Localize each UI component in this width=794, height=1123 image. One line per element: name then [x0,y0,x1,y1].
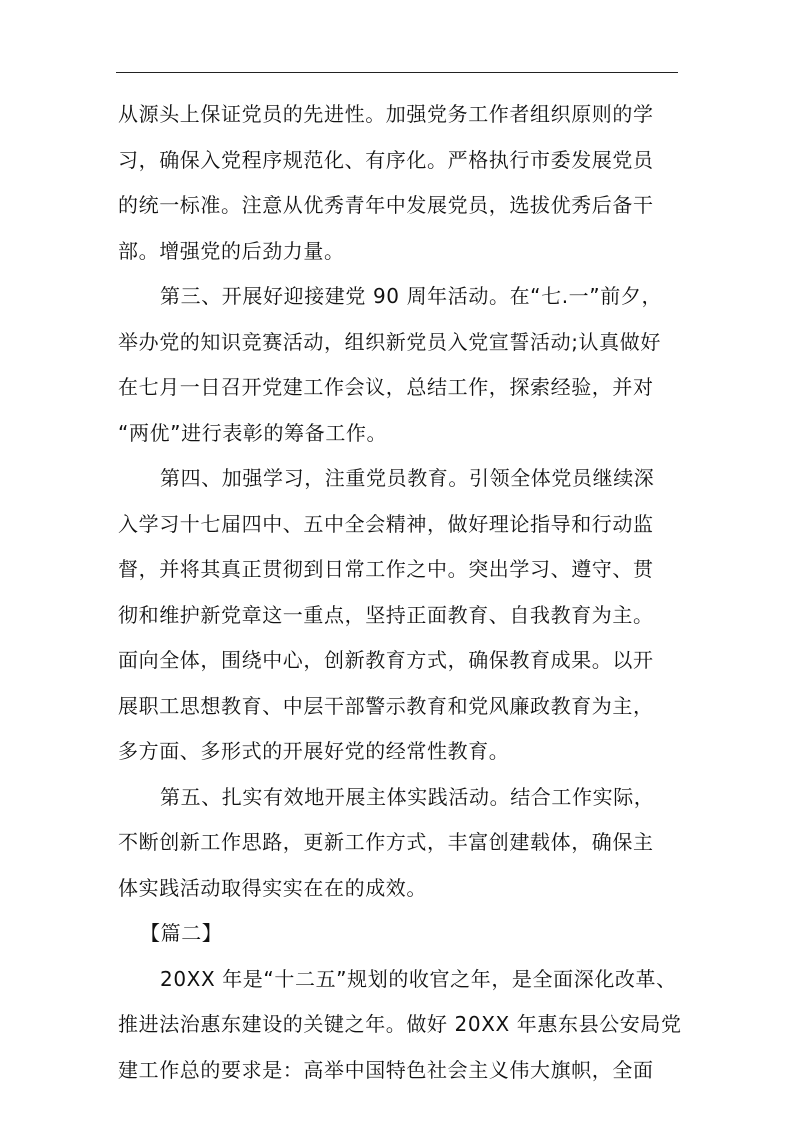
text-line: 入学习十七届四中、五中全会精神，做好理论指导和行动监 [118,511,654,536]
paragraph-start-line: 第五、扎实有效地开展主体实践活动。结合工作实际， [160,784,655,809]
text-line: 彻和维护新党章这一重点，坚持正面教育、自我教育为主。 [118,602,654,627]
text-line: 督，并将其真正贯彻到日常工作之中。突出学习、遵守、贯 [118,557,654,581]
text-line: 面向全体，围绕中心，创新教育方式，确保教育成果。以开 [118,648,654,672]
text-line: 多方面、多形式的开展好党的经常性教育。 [118,739,510,763]
paragraph-start-line: 第三、开展好迎接建党 90 周年活动。在“七.一”前夕， [160,284,663,308]
text-line: 推进法治惠东建设的关键之年。做好 20XX 年惠东县公安局党 [118,1012,682,1036]
text-line: 习，确保入党程序规范化、有序化。严格执行市委发展党员 [118,147,654,172]
text-line: 从源头上保证党员的先进性。加强党务工作者组织原则的学 [118,102,654,126]
text-line: 展职工思想教育、中层干部警示教育和党风廉政教育为主， [118,693,654,718]
text-line: 举办党的知识竞赛活动，组织新党员入党宣誓活动;认真做好 [118,329,661,354]
text-line: “两优”进行表彰的筹备工作。 [118,420,388,445]
text-line: 部。增强党的后劲力量。 [118,238,345,263]
text-line: 建工作总的要求是：高举中国特色社会主义伟大旗帜，全面 [118,1057,654,1082]
section-heading: 【篇二】 [140,921,223,945]
text-line: 的统一标准。注意从优秀青年中发展党员，选拔优秀后备干 [118,193,654,217]
text-line: 体实践活动取得实实在在的成效。 [118,875,427,900]
paragraph-start-line: 第四、加强学习，注重党员教育。引领全体党员继续深 [160,466,655,490]
text-line: 不断创新工作思路，更新工作方式，丰富创建载体，确保主 [118,830,654,854]
text-line: 在七月一日召开党建工作会议，总结工作，探索经验，并对 [118,375,654,399]
header-rule [116,72,678,73]
paragraph-start-line: 20XX 年是“十二五”规划的收官之年，是全面深化改革、 [160,966,677,991]
document-body [118,92,688,1093]
